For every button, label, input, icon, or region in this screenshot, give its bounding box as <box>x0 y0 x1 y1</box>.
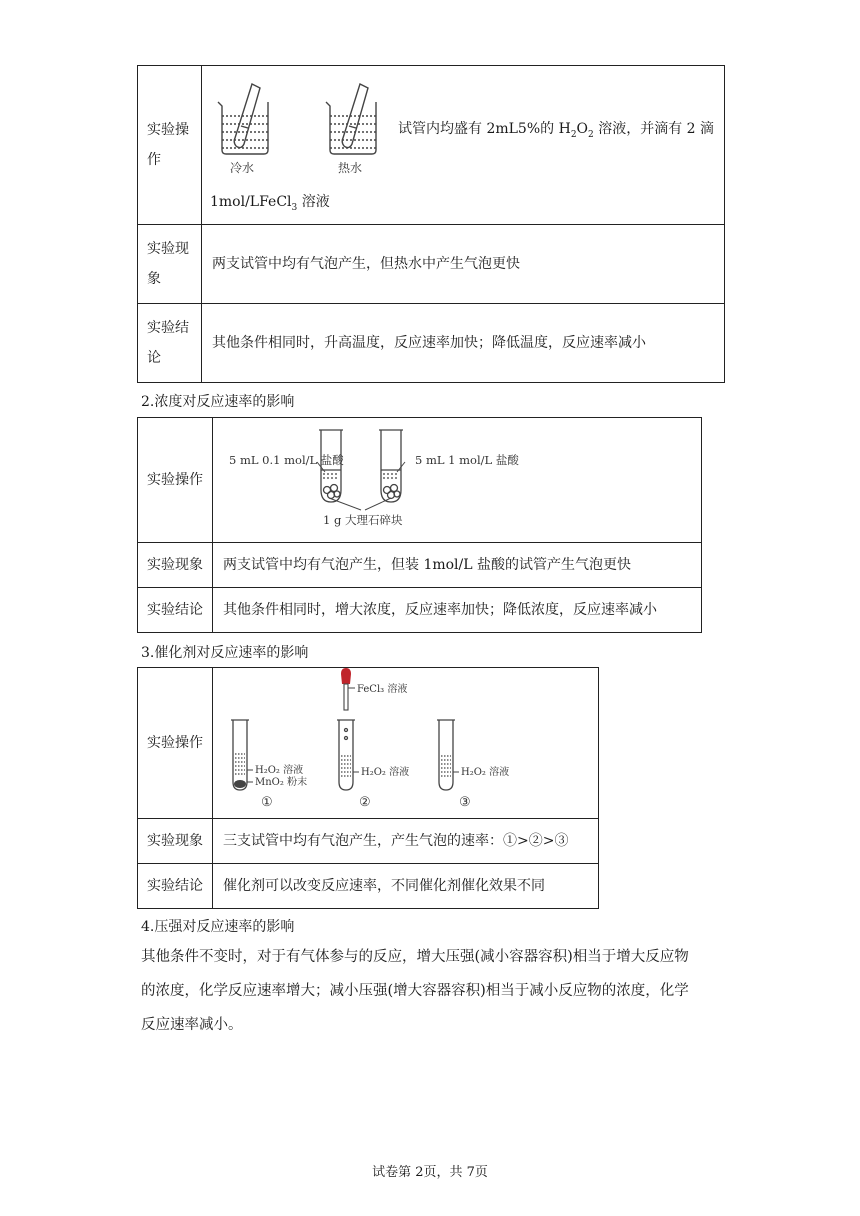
heading-catalyst: 3.催化剂对反应速率的影响 <box>141 645 309 661</box>
table-temperature <box>137 65 725 383</box>
test-tubes-marble-diagram <box>213 418 701 538</box>
t2-row2-text: 两支试管中均有气泡产生，但装 1mol/L 盐酸的试管产生气泡更快 <box>213 543 702 588</box>
t3-row3-text: 催化剂可以改变反应速率，不同催化剂催化效果不同 <box>213 864 599 909</box>
page-footer: 试卷第 2页，共 7页 <box>372 1165 488 1180</box>
t2-row3-label: 实验结论 <box>138 588 213 633</box>
t1-row2-label: 实验现象 <box>147 241 189 287</box>
t3-row1-label: 实验操作 <box>138 668 213 819</box>
pressure-line-2: 的浓度，化学反应速率增大；减小压强(增大容器容积)相当于减小反应物的浓度，化学 <box>141 983 689 999</box>
tube-3-h2o2-label: H₂O₂ 溶液 <box>461 767 510 778</box>
t1-row1-text-line1: 试管内均盛有 2mL5%的 $H_2O_2$ 溶液，并滴有 2 滴 <box>398 121 715 140</box>
right-test-tube-icon <box>379 430 405 502</box>
t2-row1-label: 实验操作 <box>138 418 213 543</box>
table-concentration <box>137 417 702 633</box>
pressure-line-1: 其他条件不变时，对于有气体参与的反应，增大压强(减小容器容积)相当于增大反应物 <box>141 949 689 965</box>
t3-row2-text: 三支试管中均有气泡产生，产生气泡的速率：①>②>③ <box>213 819 599 864</box>
dropper-fecl3-label: FeCl₃ 溶液 <box>357 684 408 695</box>
tube-1-icon <box>231 720 253 790</box>
heading-pressure: 4.压强对反应速率的影响 <box>141 919 295 935</box>
tube-2-icon <box>337 720 359 790</box>
pressure-paragraph <box>141 940 689 1042</box>
cold-water-label: 冷水 <box>230 161 255 175</box>
left-acid-label: 5 mL 0.1 mol/L 盐酸 <box>229 453 344 467</box>
t1-row2-text: 两支试管中均有气泡产生，但热水中产生气泡更快 <box>202 225 725 304</box>
t1-row1-text-line2: 1mol/LFeCl$_3$ 溶液 <box>210 194 330 213</box>
hot-water-label: 热水 <box>338 161 363 175</box>
t1-row1-label-cell <box>138 66 202 225</box>
dropper-icon <box>341 668 355 710</box>
heading-concentration: 2.浓度对反应速率的影响 <box>141 394 295 410</box>
t1-row3-label: 实验结论 <box>147 320 189 366</box>
marble-label: 1 g 大理石碎块 <box>323 513 403 527</box>
t1-row1-content <box>202 66 725 225</box>
cold-beaker-icon <box>218 84 268 154</box>
pressure-line-3: 反应速率减小。 <box>141 1017 243 1033</box>
t3-row1-content <box>213 668 599 819</box>
t3-row3-label: 实验结论 <box>138 864 213 909</box>
t1-row3-text: 其他条件相同时，升高温度，反应速率加快；降低温度，反应速率减小 <box>202 304 725 383</box>
tube-1-h2o2-label: H₂O₂ 溶液 <box>255 765 304 776</box>
t1-row3-label-cell <box>138 304 202 383</box>
tube-1-mno2-label: MnO₂ 粉末 <box>255 777 308 788</box>
t2-row1-content <box>213 418 702 543</box>
tube-1-number: ① <box>261 795 273 810</box>
t3-row2-label: 实验现象 <box>138 819 213 864</box>
t2-row2-label: 实验现象 <box>138 543 213 588</box>
t2-row3-text: 其他条件相同时，增大浓度，反应速率加快；降低浓度，反应速率减小 <box>213 588 702 633</box>
t1-row2-label-cell <box>138 225 202 304</box>
tube-2-number: ② <box>359 795 371 810</box>
tube-3-icon <box>437 720 459 790</box>
hot-beaker-icon <box>326 84 376 154</box>
t1-row1-label: 实验操作 <box>147 122 189 168</box>
right-acid-label: 5 mL 1 mol/L 盐酸 <box>415 453 519 467</box>
tube-3-number: ③ <box>459 795 471 810</box>
beakers-diagram <box>208 80 388 176</box>
tube-2-h2o2-label: H₂O₂ 溶液 <box>361 767 410 778</box>
table-catalyst <box>137 667 599 909</box>
catalyst-tubes-diagram <box>213 668 597 814</box>
